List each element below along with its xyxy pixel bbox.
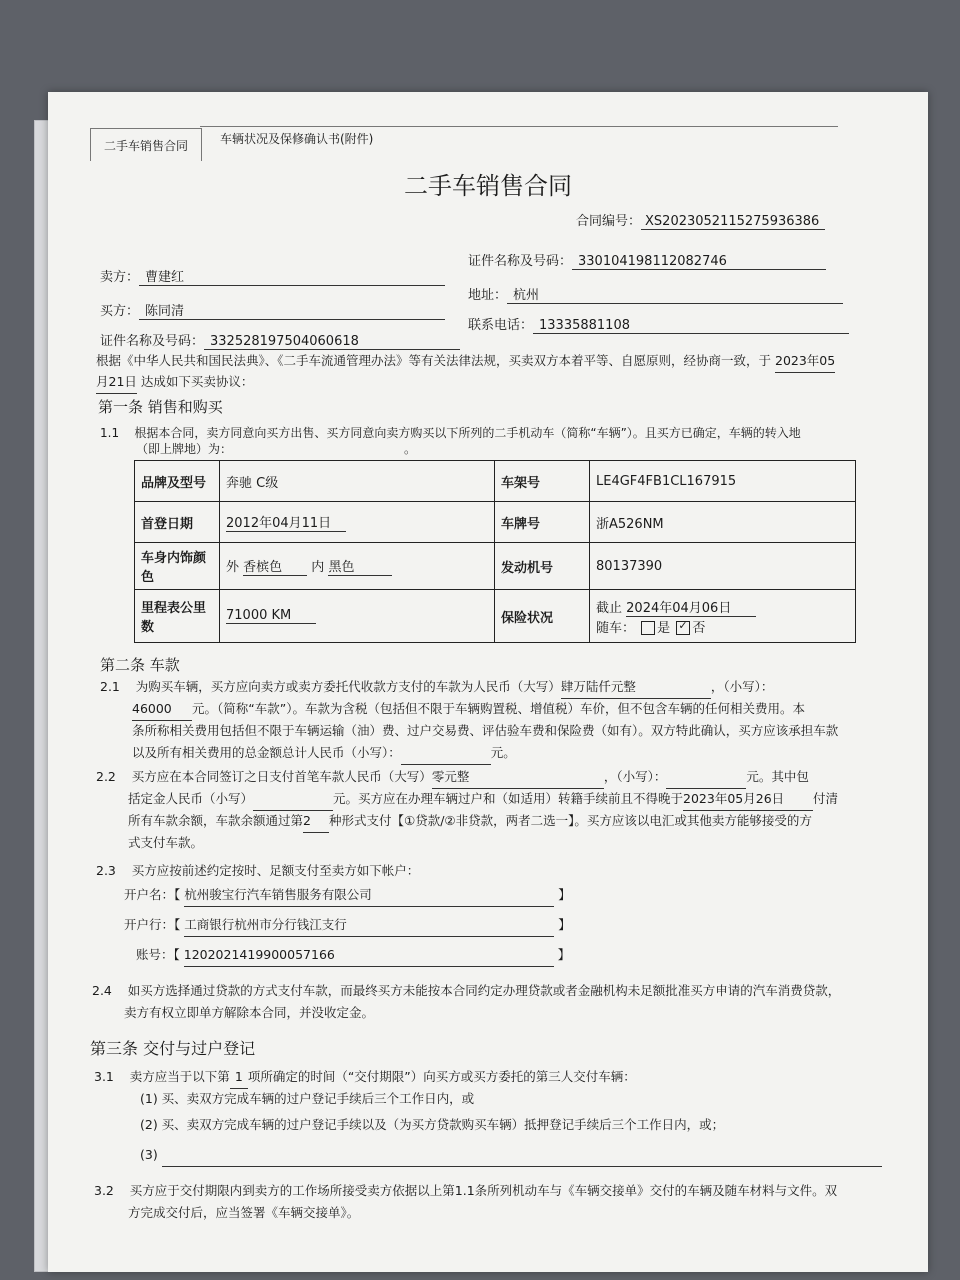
clause-3-1-text-a: 卖方应当于以下第: [129, 1069, 230, 1084]
address-label: 地址：: [468, 288, 508, 303]
insurance-yes-label: 是: [657, 620, 671, 636]
buyer-id-number: 332528197504060618: [204, 334, 460, 350]
delivery-option-number: 1: [230, 1066, 248, 1089]
clause-2-2-text-b: ，（小写）：: [603, 769, 667, 784]
phone-label: 联系电话：: [468, 318, 534, 333]
insurance-until-date: 2024年04月06日: [626, 597, 756, 617]
clause-3-2-line2: 方完成交付后，应当签署《车辆交接单》。: [128, 1205, 360, 1220]
brand-value: 奔驰 C级: [220, 461, 495, 502]
clause-2-2-text-d: 括定金人民币（小写）: [128, 791, 254, 806]
exterior-color: 香槟色: [243, 556, 307, 576]
insurance-until-prefix: 截止: [596, 600, 623, 616]
phone-value: 13335881108: [533, 318, 849, 334]
odometer-value: 71000 KM: [226, 608, 316, 624]
intro-line2: [96, 371, 253, 394]
clause-2-2-text-e: 元。买方应在办理车辆过户和（如适用）转籍手续前且不得晚于: [333, 791, 684, 806]
agreement-date-part2: 月21日: [96, 371, 137, 394]
contract-no-value: XS2023052115275936386: [641, 214, 825, 230]
buyer-id-label: 证件名称及号码：: [100, 334, 205, 349]
brand-label: 品牌及型号: [135, 461, 220, 502]
contract-title: 二手车销售合同: [404, 172, 572, 200]
clause-2-4-text-a: 如买方选择通过贷款的方式支付车款，而最终买方未能按本合同约定办理贷款或者金融机构未足额批准买方申请的汽车消费贷款，: [127, 983, 841, 998]
clause-2-4-line2: 卖方有权立即单方解除本合同，并没收定金。: [124, 1005, 375, 1020]
engine-label: 发动机号: [495, 543, 590, 590]
plate-location-label: （即上牌地）为：: [136, 442, 233, 456]
payment-method: 2: [303, 810, 329, 833]
clause-2-2-line3: [128, 810, 812, 833]
clause-2-4-line1: [92, 980, 840, 1002]
clause-2-2-text-h: 种形式支付【①贷款/②非贷款，两者二选一】。买方应该以电汇或其他卖方能够接受的方: [329, 813, 812, 828]
odometer-label: 里程表公里数: [135, 590, 220, 643]
reg-date-label: 首登日期: [135, 502, 220, 543]
address-row: [468, 284, 843, 304]
delivery-option-3-label: (3): [140, 1147, 158, 1162]
account-name: 杭州骏宝行汽车销售服务有限公司: [184, 884, 554, 907]
plate-location-blank: [232, 438, 404, 461]
account-name-row: 开户名：【 杭州骏宝行汽车销售服务有限公司 】: [124, 884, 571, 907]
seller-id-number: 330104198112082746: [572, 254, 826, 270]
insurance-until-row: [596, 597, 849, 617]
clause-2-1-text-e-end: 元。: [490, 745, 516, 760]
contract-no-row: [576, 210, 825, 230]
seller-id-label: 证件名称及号码：: [468, 254, 573, 269]
seller-row: [100, 266, 445, 286]
agreement-date-part1: 2023年05: [775, 350, 835, 373]
clause-2-1-text-b: ，（小写）：: [710, 679, 774, 694]
clause-1-1-number: 1.1: [100, 426, 120, 440]
plate-label: 车牌号: [495, 502, 590, 543]
phone-row: [468, 314, 849, 334]
interior-prefix: 内: [311, 560, 325, 575]
insurance-with-label: 随车：: [596, 620, 636, 636]
exterior-prefix: 外: [226, 560, 240, 575]
clause-2-2-line4: 式支付车款。: [128, 835, 204, 850]
vin-label: 车架号: [495, 461, 590, 502]
clause-2-1-line4: [132, 742, 516, 765]
buyer-id-row: [100, 330, 460, 350]
contract-page: [48, 92, 928, 1272]
account-number: 1202021419900057166: [184, 944, 554, 967]
buyer-name: 陈同清: [139, 300, 445, 320]
intro-line1: [96, 350, 835, 373]
table-row: [135, 502, 856, 543]
insurance-label: 保险状况: [495, 590, 590, 643]
balance-due-date: 2023年05月26日: [683, 788, 813, 811]
clause-2-2-text-f: 付清: [813, 791, 839, 806]
clause-3-1: [94, 1066, 636, 1089]
clause-2-1-number: 2.1: [100, 679, 120, 694]
seller-id-row: [468, 250, 826, 270]
price-number: 46000: [132, 698, 192, 721]
deposit-blank: [253, 788, 333, 811]
total-amount-blank: [401, 742, 491, 765]
clause-2-1-line3: 条所称相关费用包括但不限于车辆运输（油）费、过户交易费、评估验车费和保险费（如有）。双方特此确认，买方应该承担车款: [132, 723, 839, 738]
insurance-no-label: 否: [692, 620, 706, 636]
vehicle-table: [134, 460, 856, 643]
clause-3-1-text-b: 项所确定的时间（“交付期限”）向买方或买方委托的第三人交付车辆：: [247, 1069, 636, 1084]
article3-title: 第三条 交付与过户登记: [90, 1039, 256, 1058]
clause-2-2-line1: [96, 766, 809, 789]
account-number-row: 账号：【 1202021419900057166 】: [136, 944, 570, 967]
account-bank-row: 开户行：【 工商银行杭州市分行钱江支行 】: [124, 914, 571, 937]
tab-contract-label: 二手车销售合同: [103, 138, 188, 153]
clause-2-1-text-c: 元。（简称“车款”）。车款为含税（包括但不限于车辆购置税、增值税）车价，但不包含车辆的任何相关费用。本: [192, 701, 805, 716]
clause-3-2-text-a: 买方应于交付期限内到卖方的工作场所接受卖方依据以上第1.1条所列机动车与《车辆交接单》交付的车辆及随车材料与文件。双: [129, 1183, 838, 1198]
account-number-label: 账号：: [136, 947, 174, 962]
engine-value: 80137390: [590, 543, 856, 590]
price-chinese: 肆万陆仟元整: [561, 676, 711, 699]
seller-label: 卖方：: [100, 270, 140, 285]
insurance-with-car-row: [596, 617, 849, 636]
table-row: [135, 590, 856, 643]
clause-3-2-number: 3.2: [94, 1183, 114, 1198]
clause-1-1-end: 。: [404, 442, 417, 456]
clause-2-1-line2: [132, 698, 805, 721]
clause-2-1-text-e: 以及所有相关费用的总金额总计人民币（小写）：: [132, 745, 401, 760]
buyer-label: 买方：: [100, 304, 140, 319]
delivery-option-3: [140, 1144, 882, 1167]
clause-2-3-number: 2.3: [96, 863, 116, 878]
clause-2-2-text-a: 买方应在本合同签订之日支付首笔车款人民币（大写）: [131, 769, 432, 784]
clause-1-1-text: 根据本合同，卖方同意向买方出售、买方同意向卖方购买以下所列的二手机动车（简称“车辆”）。且买方已确定，车辆的转入地: [134, 426, 801, 440]
clause-1-1-line2: [136, 438, 416, 461]
delivery-option-1: (1) 买、卖双方完成车辆的过户登记手续后三个工作日内，或: [140, 1091, 475, 1106]
account-bank: 工商银行杭州市分行钱江支行: [184, 914, 554, 937]
clause-3-1-number: 3.1: [94, 1069, 114, 1084]
article1-title: 第一条 销售和购买: [98, 398, 223, 416]
clause-2-2-line2: [128, 788, 838, 811]
plate-value: 浙A526NM: [590, 502, 856, 543]
delivery-option-3-blank: [162, 1144, 882, 1167]
clause-2-2-number: 2.2: [96, 769, 116, 784]
first-payment-chinese: 零元整: [432, 766, 604, 789]
buyer-row: [100, 300, 445, 320]
intro-text: 根据《中华人民共和国民法典》、《二手车流通管理办法》等有关法律法规，买卖双方本着平等、自愿原则，经协商一致，于: [96, 353, 772, 368]
clause-2-2-text-g: 所有车款余额，车款余额通过第: [128, 813, 304, 828]
clause-2-4-number: 2.4: [92, 983, 112, 998]
clause-2-1-text-a: 为购买车辆，买方应向卖方或卖方委托代收款方支付的车款为人民币（大写）: [135, 679, 561, 694]
account-bank-label: 开户行：: [124, 917, 175, 932]
reg-date-value: 2012年04月11日: [226, 512, 346, 532]
account-name-label: 开户名：: [124, 887, 175, 902]
clause-3-2-line1: [94, 1180, 837, 1202]
insurance-yes-checkbox[interactable]: [641, 621, 655, 635]
insurance-no-checkbox[interactable]: [676, 621, 690, 635]
delivery-option-2: (2) 买、卖双方完成车辆的过户登记手续以及（为买方贷款购买车辆）抵押登记手续后三个工作日内，或；: [140, 1117, 725, 1132]
clause-2-3-text: 买方应按前述约定按时、足额支付至卖方如下帐户：: [131, 863, 420, 878]
tab-vehicle-condition[interactable]: 车辆状况及保修确认书(附件): [220, 132, 374, 146]
clause-2-3: [96, 860, 419, 882]
interior-color: 黑色: [328, 556, 392, 576]
clause-2-1-line1: [100, 676, 773, 699]
article2-title: 第二条 车款: [100, 656, 180, 674]
table-row: [135, 543, 856, 590]
table-row: [135, 461, 856, 502]
intro-text-2: 达成如下买卖协议：: [140, 374, 254, 389]
contract-no-label: 合同编号：: [576, 214, 642, 229]
clause-2-2-text-c: 元。其中包: [746, 769, 809, 784]
seller-name: 曹建红: [139, 266, 445, 286]
vin-value: LE4GF4FB1CL167915: [590, 461, 856, 502]
first-payment-blank: [666, 766, 746, 789]
color-label: 车身内饰颜色: [135, 543, 220, 590]
tab-divider: [200, 126, 838, 127]
tab-contract[interactable]: [90, 128, 202, 161]
address-value: 杭州: [507, 284, 843, 304]
